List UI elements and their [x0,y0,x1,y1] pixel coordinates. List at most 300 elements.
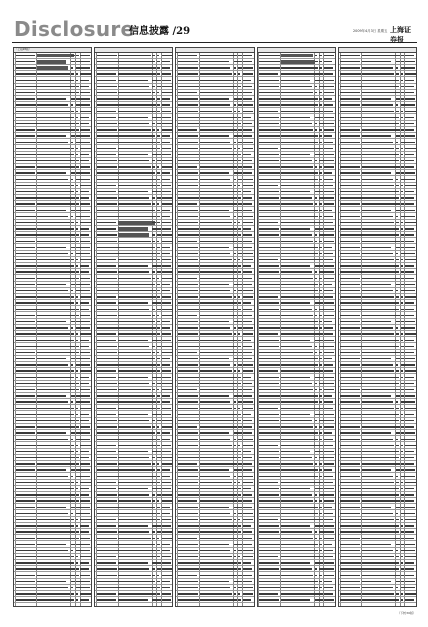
table-cell-text [259,302,279,303]
table-cell-text [324,352,334,353]
table-cell-text [234,507,238,508]
table-cell-text [71,544,75,545]
table-cell-text [405,476,415,477]
table-cell-text [243,241,252,242]
table-cell-text [340,309,361,310]
table-cell-text [340,135,360,136]
table-cell-text [118,302,147,303]
table-cell-text [405,457,414,458]
table-cell-text [76,606,79,607]
table-cell-text [281,333,318,334]
table-cell-text [319,587,322,588]
table-cell-text [152,271,154,272]
table-cell-text [281,575,313,576]
table-cell-text [234,395,238,396]
table-cell-text [162,98,170,99]
table-cell-text [315,73,319,74]
table-cell-text [405,253,415,254]
table-cell-text [315,247,318,248]
table-cell-text [396,432,400,433]
table-cell-text [401,222,403,223]
table-cell-text [259,284,280,285]
table-cell-text [319,513,322,514]
table-cell-text [97,575,117,576]
table-cell-text [97,581,118,582]
table-cell-text [340,469,360,470]
table-cell-text [76,210,80,211]
table-cell-text [152,197,154,198]
table-cell-text [37,519,69,520]
table-cell-text [152,550,155,551]
table-cell-text [401,73,403,74]
table-cell-text [396,500,400,501]
table-cell-text [16,488,37,489]
table-row [339,603,416,607]
table-cell-text [340,568,361,569]
table-cell-text [362,321,391,322]
table-cell-text [71,525,74,526]
table-cell-text [259,179,280,180]
table-cell-text [243,302,251,303]
table-cell-text [340,80,361,81]
table-cell-text [259,123,279,124]
table-cell-text [97,352,117,353]
table-cell-text [152,148,156,149]
table-cell-text [281,519,318,520]
table-cell-text [405,333,415,334]
table-cell-text [238,500,241,501]
table-cell-text [162,259,171,260]
table-cell-text [118,414,147,415]
table-cell-text [243,80,251,81]
table-cell-text [315,494,317,495]
table-cell-text [178,290,198,291]
table-cell-text [157,519,160,520]
table-cell-text [319,203,321,204]
table-cell-text [340,556,360,557]
table-cell-text [80,265,88,266]
table-cell-text [157,61,160,62]
table-cell-text [340,172,360,173]
table-cell-text [97,241,117,242]
table-cell-text [80,439,90,440]
table-cell-text [118,284,152,285]
table-cell-text [238,482,240,483]
table-cell-text [243,86,252,87]
table-cell-text [162,593,171,594]
table-cell-text [340,575,359,576]
table-cell-text [152,568,154,569]
table-cell-text [243,284,253,285]
table-cell-text [396,222,399,223]
table-cell-text [324,439,333,440]
table-cell-text [152,439,155,440]
table-cell-text [157,395,160,396]
table-cell-text [405,469,415,470]
table-cell-text [80,197,89,198]
table-cell-text [118,210,152,211]
table-cell-text [319,154,323,155]
table-cell-text [178,352,197,353]
table-cell-text [401,284,405,285]
table-cell-text [259,408,278,409]
section-subtitle: 信息披露 /29 [129,26,191,37]
table-cell-text [157,253,160,254]
table-cell-text [281,389,313,390]
table-cell-text [118,463,150,464]
table-cell-text [200,593,232,594]
table-cell-text [401,166,404,167]
table-cell-text [319,568,323,569]
table-cell-text [405,519,415,520]
table-cell-text [324,451,334,452]
table-cell-text [76,439,80,440]
table-cell-text [405,271,414,272]
table-cell-text [281,98,315,99]
table-cell-text [76,494,79,495]
table-cell-text [178,599,199,600]
table-cell-text [259,383,279,384]
table-cell-text [259,370,278,371]
table-cell-text [259,463,279,464]
table-cell-text [152,513,155,514]
table-cell-text [315,80,319,81]
table-cell-text [157,401,160,402]
table-cell-text [80,408,90,409]
table-cell-text [281,513,317,514]
table-cell-text [152,117,156,118]
table-cell-text [396,575,400,576]
table-cell-text [118,135,152,136]
table-cell-text [37,525,71,526]
table-cell-text [243,599,251,600]
table-cell-text [401,55,404,56]
table-cell-text [324,340,334,341]
table-cell-text [118,469,152,470]
table-cell-text [200,315,237,316]
masthead [12,16,417,43]
table-cell-text [259,154,279,155]
table-cell-text [118,575,150,576]
table-cell-text [315,556,319,557]
table-cell-text [243,531,252,532]
table-cell-text [200,259,232,260]
table-cell-text [324,129,334,130]
table-cell-text [37,123,73,124]
table-cell-text [238,172,242,173]
table-cell-text [157,439,160,440]
table-cell-text [401,247,405,248]
table-cell-text [178,179,198,180]
table-cell-text [396,469,400,470]
table-cell-text [324,265,334,266]
table-cell-text [401,414,404,415]
table-cell-text [259,265,279,266]
table-cell-text [401,593,403,594]
table-cell-text [97,55,117,56]
table-cell-text [178,315,197,316]
table-cell-text [118,67,154,68]
table-cell-text [259,222,278,223]
table-cell-text [362,599,396,600]
table-cell-text [80,135,90,136]
table-cell-text [234,290,236,291]
table-cell-text [157,222,160,223]
table-cell-text [178,568,199,569]
paper-name: 上海证券报 [390,25,411,44]
table-cell-text [16,370,36,371]
table-cell-text [259,599,279,600]
table-cell-text [200,160,236,161]
table-cell-text [80,525,88,526]
table-cell-text [281,420,312,421]
table-cell-text [16,538,35,539]
table-cell-text [37,599,71,600]
table-cell-text [396,507,400,508]
table-cell-text [259,117,279,118]
table-cell-text [97,104,118,105]
table-cell-text [234,568,237,569]
table-cell-text [118,370,155,371]
table-cell-text [315,352,318,353]
table-cell-text [234,172,238,173]
table-cell-text [76,550,80,551]
table-cell-text [315,111,319,112]
table-cell-text [243,135,253,136]
table-cell-text [281,426,313,427]
table-cell-text [71,445,74,446]
table-cell-text [152,451,156,452]
table-cell-text [178,253,198,254]
table-cell-text [238,228,241,229]
table-cell-text [200,142,231,143]
table-cell-text [234,210,238,211]
table-cell-text [319,92,321,93]
table-cell-text [238,568,241,569]
table-cell-text [234,259,237,260]
table-cell-text [396,401,398,402]
table-cell-text [281,414,310,415]
table-cell-text [118,513,154,514]
table-cell-text [362,377,396,378]
table-cell-text [97,290,118,291]
table-cell-text [405,61,415,62]
table-cell-text [16,203,35,204]
table-cell-text [200,271,236,272]
table-cell-text [157,531,161,532]
table-cell-text [396,538,400,539]
table-cell-text [76,544,80,545]
table-cell-text [76,414,79,415]
table-cell-text [37,426,74,427]
table-cell-text [405,259,415,260]
table-cell-text [118,191,147,192]
table-cell-text [162,222,171,223]
table-cell-text [71,117,74,118]
table-cell-text [234,73,237,74]
table-cell-text [238,265,241,266]
table-cell-text [405,488,413,489]
table-cell-text [162,80,172,81]
table-cell-text [71,420,74,421]
table-cell-text [37,222,69,223]
table-cell-text [162,370,171,371]
table-cell-text [401,482,403,483]
table-cell-text [71,333,74,334]
table-cell-text [16,111,36,112]
table-cell-text [281,364,317,365]
table-cell-text [80,241,89,242]
table-cell-text [340,154,361,155]
table-cell-text [243,519,253,520]
table-cell-text [319,216,322,217]
table-cell-text [76,166,79,167]
table-cell-text [324,414,334,415]
table-cell-text [157,172,160,173]
table-cell-text [234,315,238,316]
table-cell-text [401,395,405,396]
table-cell-text [315,284,318,285]
table-cell-text [405,482,415,483]
table-cell-text [340,92,359,93]
table-cell-text [324,587,333,588]
table-cell-text [16,290,36,291]
table-cell-text [396,581,400,582]
table-cell-text [281,253,317,254]
table-cell-text [315,500,318,501]
table-cell-text [324,507,332,508]
table-cell-text [405,265,413,266]
table-cell-text [234,160,237,161]
table-cell-text [80,463,89,464]
table-cell-text [71,315,75,316]
table-cell-text [178,86,199,87]
table-cell-text [340,290,360,291]
table-cell-text [152,408,156,409]
table-cell-text [405,321,415,322]
table-cell-text [362,98,391,99]
table-cell-text [281,544,315,545]
table-cell-text [152,92,155,93]
table-cell-text [37,117,71,118]
table-cell-text [281,476,317,477]
table-cell-text [281,599,310,600]
table-cell-text [178,210,198,211]
table-cell-text [200,538,237,539]
table-cell-text [401,290,405,291]
table-cell-text [243,259,253,260]
table-cell-text [401,309,404,310]
table-cell-text [80,271,89,272]
table-cell-text [340,346,361,347]
table-cell-text [234,333,237,334]
table-cell-text [396,562,399,563]
table-cell-text [71,599,74,600]
table-cell-text [71,507,75,508]
table-cell-text [281,191,310,192]
table-cell-text [396,525,399,526]
table-cell-text [97,550,118,551]
table-cell-text [37,377,71,378]
table-cell-text [97,507,118,508]
table-cell-text [259,358,280,359]
table-cell-text [37,60,66,64]
table-cell-text [16,395,36,396]
table-cell-text [324,519,333,520]
table-cell-text [97,538,117,539]
table-cell-text [152,179,155,180]
table-cell-text [324,302,334,303]
table-cell-text [76,463,79,464]
table-cell-text [16,457,37,458]
table-cell-text [157,302,161,303]
table-cell-text [37,327,68,328]
table-cell-text [76,587,80,588]
table-cell-text [200,482,232,483]
table-cell-text [319,500,321,501]
table-cell-text [80,166,89,167]
table-cell-text [396,191,399,192]
table-cell-text [324,432,332,433]
table-cell-text [97,340,117,341]
table-cell-text [162,445,171,446]
table-cell-text [281,60,315,64]
table-cell-text [319,476,322,477]
table-cell-text [152,309,154,310]
table-cell-text [259,92,279,93]
table-cell-text [178,160,199,161]
table-cell-text [238,327,242,328]
table-cell-text [243,203,252,204]
table-cell-text [315,488,319,489]
table-cell-text [362,222,394,223]
table-cell-text [238,538,241,539]
table-cell-text [71,451,74,452]
table-cell-text [324,67,333,68]
table-cell-text [315,358,318,359]
table-cell-text [71,67,73,68]
table-cell-text [234,581,238,582]
table-cell-text [396,346,399,347]
table-cell-text [76,538,79,539]
table-cell-text [259,278,279,279]
table-cell-text [259,160,279,161]
table-cell-text [152,556,156,557]
table-cell-text [405,222,415,223]
table-cell-text [71,476,73,477]
table-cell-text [16,414,37,415]
table-cell-text [97,346,117,347]
table-cell-text [315,203,318,204]
table-cell-text [76,575,79,576]
table-cell-text [152,593,156,594]
table-cell-text [319,556,322,557]
table-cell-text [152,61,155,62]
table-cell-text [281,185,318,186]
table-cell-text [405,525,413,526]
table-cell-text [259,104,280,105]
table-cell-text [37,172,66,173]
table-cell-text [97,160,117,161]
table-cell-text [76,599,79,600]
table-cell-text [281,172,315,173]
table-cell-text [405,556,415,557]
table-cell-text [324,358,332,359]
table-cell-text [243,234,252,235]
table-cell-text [259,482,278,483]
table-cell-text [16,383,37,384]
table-cell-text [362,228,396,229]
